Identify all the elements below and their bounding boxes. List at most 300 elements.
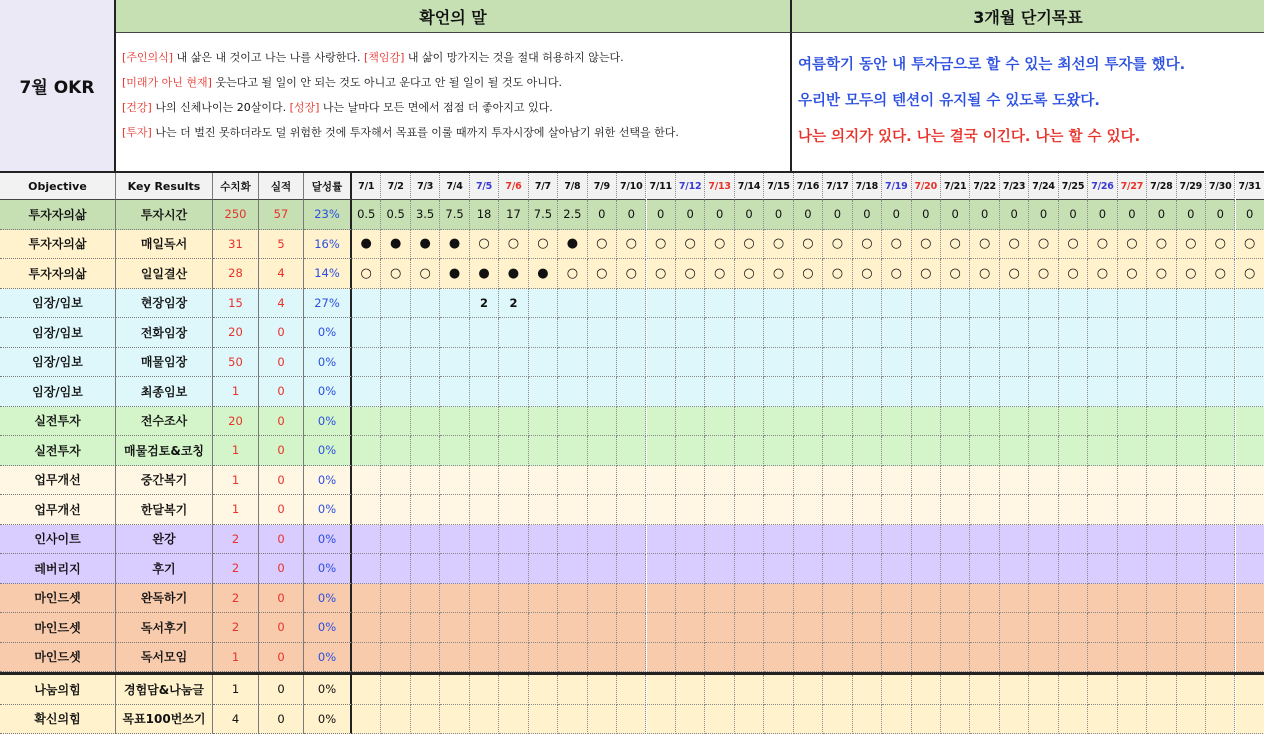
- day-cell[interactable]: [529, 675, 558, 705]
- day-cell[interactable]: [1088, 495, 1117, 525]
- day-cell[interactable]: [352, 525, 381, 555]
- day-cell[interactable]: [588, 377, 617, 407]
- day-cell[interactable]: [853, 495, 882, 525]
- actual-cell[interactable]: 0: [259, 348, 304, 378]
- day-cell[interactable]: ○: [705, 230, 734, 260]
- day-cell[interactable]: [411, 643, 440, 673]
- day-cell[interactable]: [705, 407, 734, 437]
- day-cell[interactable]: ○: [470, 230, 499, 260]
- day-cell[interactable]: [647, 584, 676, 614]
- day-cell[interactable]: [941, 407, 970, 437]
- day-cell[interactable]: [705, 466, 734, 496]
- day-cell[interactable]: [440, 525, 469, 555]
- day-cell[interactable]: [617, 554, 646, 584]
- day-cell[interactable]: [440, 554, 469, 584]
- day-cell[interactable]: [558, 525, 587, 555]
- objective-cell[interactable]: 투자자의삶: [0, 259, 116, 289]
- day-cell[interactable]: [912, 318, 941, 348]
- day-cell[interactable]: 0: [1177, 200, 1206, 230]
- day-cell[interactable]: [882, 436, 911, 466]
- key-result-cell[interactable]: 일일결산: [116, 259, 213, 289]
- day-cell[interactable]: [381, 377, 410, 407]
- day-cell[interactable]: [588, 705, 617, 734]
- day-cell[interactable]: [1118, 436, 1147, 466]
- day-cell[interactable]: [735, 613, 764, 643]
- day-cell[interactable]: [529, 377, 558, 407]
- day-cell[interactable]: [764, 525, 793, 555]
- day-cell[interactable]: [676, 466, 705, 496]
- rate-cell[interactable]: 0%: [304, 525, 352, 555]
- day-cell[interactable]: [411, 466, 440, 496]
- day-cell[interactable]: [705, 436, 734, 466]
- day-cell[interactable]: [705, 643, 734, 673]
- target-cell[interactable]: 250: [213, 200, 259, 230]
- day-cell[interactable]: [1088, 705, 1117, 734]
- day-cell[interactable]: [794, 675, 823, 705]
- day-cell[interactable]: [912, 675, 941, 705]
- day-cell[interactable]: [735, 584, 764, 614]
- day-cell[interactable]: [1059, 466, 1088, 496]
- day-cell[interactable]: ○: [411, 259, 440, 289]
- affirmations-header[interactable]: [116, 0, 792, 33]
- day-cell[interactable]: [1000, 348, 1029, 378]
- day-cell[interactable]: [1177, 675, 1206, 705]
- day-cell[interactable]: [411, 613, 440, 643]
- day-cell[interactable]: [1000, 613, 1029, 643]
- day-cell[interactable]: [499, 377, 528, 407]
- day-cell[interactable]: [882, 348, 911, 378]
- day-cell[interactable]: [470, 675, 499, 705]
- day-cell[interactable]: ○: [1118, 230, 1147, 260]
- day-cell[interactable]: ○: [882, 230, 911, 260]
- target-cell[interactable]: 1: [213, 466, 259, 496]
- day-cell[interactable]: [1088, 466, 1117, 496]
- day-cell[interactable]: ○: [617, 259, 646, 289]
- date-header[interactable]: 7/19: [882, 173, 911, 200]
- day-cell[interactable]: [1118, 348, 1147, 378]
- day-cell[interactable]: [735, 495, 764, 525]
- day-cell[interactable]: [1059, 289, 1088, 319]
- day-cell[interactable]: [970, 554, 999, 584]
- key-result-cell[interactable]: 투자시간: [116, 200, 213, 230]
- date-header[interactable]: 7/1: [352, 173, 381, 200]
- day-cell[interactable]: 0: [1118, 200, 1147, 230]
- day-cell[interactable]: [1059, 675, 1088, 705]
- day-cell[interactable]: [1118, 643, 1147, 673]
- day-cell[interactable]: [647, 705, 676, 734]
- month-title-cell[interactable]: [0, 0, 116, 173]
- day-cell[interactable]: [1059, 613, 1088, 643]
- actual-cell[interactable]: 0: [259, 407, 304, 437]
- day-cell[interactable]: [764, 289, 793, 319]
- day-cell[interactable]: 0: [882, 200, 911, 230]
- day-cell[interactable]: [882, 675, 911, 705]
- day-cell[interactable]: ○: [352, 259, 381, 289]
- target-cell[interactable]: 15: [213, 289, 259, 319]
- objective-cell[interactable]: 마인드셋: [0, 584, 116, 614]
- day-cell[interactable]: 0: [1029, 200, 1058, 230]
- day-cell[interactable]: [558, 377, 587, 407]
- day-cell[interactable]: [735, 675, 764, 705]
- day-cell[interactable]: [676, 705, 705, 734]
- day-cell[interactable]: [411, 436, 440, 466]
- rate-cell[interactable]: 0%: [304, 584, 352, 614]
- day-cell[interactable]: 0: [912, 200, 941, 230]
- day-cell[interactable]: [1147, 705, 1176, 734]
- day-cell[interactable]: [352, 675, 381, 705]
- day-cell[interactable]: [1177, 407, 1206, 437]
- day-cell[interactable]: [794, 584, 823, 614]
- day-cell[interactable]: [352, 318, 381, 348]
- date-header[interactable]: 7/11: [647, 173, 676, 200]
- day-cell[interactable]: [617, 436, 646, 466]
- day-cell[interactable]: [676, 584, 705, 614]
- day-cell[interactable]: [823, 348, 852, 378]
- date-header[interactable]: 7/28: [1147, 173, 1176, 200]
- day-cell[interactable]: ○: [617, 230, 646, 260]
- day-cell[interactable]: [381, 584, 410, 614]
- day-cell[interactable]: [1029, 675, 1058, 705]
- day-cell[interactable]: [794, 466, 823, 496]
- day-cell[interactable]: [470, 613, 499, 643]
- day-cell[interactable]: [794, 495, 823, 525]
- day-cell[interactable]: 2.5: [558, 200, 587, 230]
- day-cell[interactable]: [647, 318, 676, 348]
- day-cell[interactable]: [1147, 466, 1176, 496]
- day-cell[interactable]: [411, 705, 440, 734]
- day-cell[interactable]: [1000, 318, 1029, 348]
- day-cell[interactable]: [558, 318, 587, 348]
- date-header[interactable]: 7/3: [411, 173, 440, 200]
- day-cell[interactable]: [647, 436, 676, 466]
- day-cell[interactable]: [411, 318, 440, 348]
- day-cell[interactable]: ○: [1000, 230, 1029, 260]
- day-cell[interactable]: [853, 675, 882, 705]
- actual-cell[interactable]: 4: [259, 259, 304, 289]
- key-result-cell[interactable]: 전화임장: [116, 318, 213, 348]
- day-cell[interactable]: [647, 407, 676, 437]
- day-cell[interactable]: [1029, 643, 1058, 673]
- day-cell[interactable]: [853, 407, 882, 437]
- rate-cell[interactable]: 0%: [304, 377, 352, 407]
- day-cell[interactable]: [352, 436, 381, 466]
- day-cell[interactable]: 2: [499, 289, 528, 319]
- day-cell[interactable]: ○: [1000, 259, 1029, 289]
- day-cell[interactable]: [381, 466, 410, 496]
- day-cell[interactable]: [558, 407, 587, 437]
- day-cell[interactable]: ●: [440, 259, 469, 289]
- day-cell[interactable]: [411, 348, 440, 378]
- actual-cell[interactable]: 0: [259, 318, 304, 348]
- objective-cell[interactable]: 임장/임보: [0, 377, 116, 407]
- day-cell[interactable]: [853, 289, 882, 319]
- objective-cell[interactable]: 확신의힘: [0, 705, 116, 734]
- day-cell[interactable]: [882, 318, 911, 348]
- day-cell[interactable]: [676, 407, 705, 437]
- target-cell[interactable]: 1: [213, 643, 259, 673]
- day-cell[interactable]: [1236, 495, 1264, 525]
- day-cell[interactable]: [853, 705, 882, 734]
- day-cell[interactable]: [882, 554, 911, 584]
- day-cell[interactable]: [1147, 554, 1176, 584]
- day-cell[interactable]: 0: [647, 200, 676, 230]
- day-cell[interactable]: [558, 495, 587, 525]
- day-cell[interactable]: [470, 318, 499, 348]
- day-cell[interactable]: [440, 377, 469, 407]
- key-result-cell[interactable]: 독서후기: [116, 613, 213, 643]
- day-cell[interactable]: [440, 407, 469, 437]
- day-cell[interactable]: [529, 407, 558, 437]
- day-cell[interactable]: ●: [499, 259, 528, 289]
- key-result-cell[interactable]: 완독하기: [116, 584, 213, 614]
- day-cell[interactable]: [853, 377, 882, 407]
- day-cell[interactable]: [1000, 584, 1029, 614]
- day-cell[interactable]: [352, 407, 381, 437]
- day-cell[interactable]: [676, 643, 705, 673]
- day-cell[interactable]: [558, 675, 587, 705]
- day-cell[interactable]: [882, 613, 911, 643]
- day-cell[interactable]: [676, 289, 705, 319]
- day-cell[interactable]: [912, 613, 941, 643]
- day-cell[interactable]: 0.5: [352, 200, 381, 230]
- day-cell[interactable]: [823, 436, 852, 466]
- day-cell[interactable]: [705, 348, 734, 378]
- day-cell[interactable]: [588, 525, 617, 555]
- day-cell[interactable]: [1147, 584, 1176, 614]
- day-cell[interactable]: ○: [1177, 259, 1206, 289]
- day-cell[interactable]: [1147, 407, 1176, 437]
- day-cell[interactable]: ○: [1059, 230, 1088, 260]
- day-cell[interactable]: [529, 289, 558, 319]
- objective-cell[interactable]: 마인드셋: [0, 613, 116, 643]
- day-cell[interactable]: [617, 377, 646, 407]
- day-cell[interactable]: [941, 466, 970, 496]
- day-cell[interactable]: [381, 348, 410, 378]
- day-cell[interactable]: ●: [529, 259, 558, 289]
- day-cell[interactable]: [440, 348, 469, 378]
- day-cell[interactable]: ○: [705, 259, 734, 289]
- target-cell[interactable]: 2: [213, 584, 259, 614]
- day-cell[interactable]: [470, 436, 499, 466]
- target-cell[interactable]: 2: [213, 613, 259, 643]
- day-cell[interactable]: [764, 495, 793, 525]
- day-cell[interactable]: [499, 705, 528, 734]
- day-cell[interactable]: [970, 643, 999, 673]
- day-cell[interactable]: [352, 554, 381, 584]
- day-cell[interactable]: [647, 675, 676, 705]
- goals-header[interactable]: [792, 0, 1264, 33]
- actual-cell[interactable]: 0: [259, 643, 304, 673]
- day-cell[interactable]: 0: [588, 200, 617, 230]
- day-cell[interactable]: [853, 318, 882, 348]
- date-header[interactable]: 7/17: [823, 173, 852, 200]
- day-cell[interactable]: [499, 675, 528, 705]
- date-header[interactable]: 7/27: [1118, 173, 1147, 200]
- objective-cell[interactable]: 임장/임보: [0, 348, 116, 378]
- day-cell[interactable]: [853, 466, 882, 496]
- day-cell[interactable]: [705, 675, 734, 705]
- objective-cell[interactable]: 업무개선: [0, 495, 116, 525]
- day-cell[interactable]: [470, 495, 499, 525]
- day-cell[interactable]: [529, 436, 558, 466]
- day-cell[interactable]: ○: [1147, 230, 1176, 260]
- day-cell[interactable]: [617, 289, 646, 319]
- day-cell[interactable]: [1000, 705, 1029, 734]
- day-cell[interactable]: [352, 495, 381, 525]
- day-cell[interactable]: [1059, 348, 1088, 378]
- day-cell[interactable]: [823, 318, 852, 348]
- day-cell[interactable]: [882, 407, 911, 437]
- day-cell[interactable]: [588, 289, 617, 319]
- rate-cell[interactable]: 0%: [304, 495, 352, 525]
- day-cell[interactable]: [470, 377, 499, 407]
- day-cell[interactable]: [499, 466, 528, 496]
- day-cell[interactable]: ○: [588, 259, 617, 289]
- day-cell[interactable]: [647, 643, 676, 673]
- day-cell[interactable]: [764, 554, 793, 584]
- day-cell[interactable]: [381, 525, 410, 555]
- actual-cell[interactable]: 0: [259, 554, 304, 584]
- day-cell[interactable]: 0: [676, 200, 705, 230]
- day-cell[interactable]: [941, 675, 970, 705]
- date-header[interactable]: 7/2: [381, 173, 410, 200]
- day-cell[interactable]: 3.5: [411, 200, 440, 230]
- date-header[interactable]: 7/15: [764, 173, 793, 200]
- rate-cell[interactable]: 16%: [304, 230, 352, 260]
- day-cell[interactable]: [1118, 318, 1147, 348]
- day-cell[interactable]: 0: [1236, 200, 1264, 230]
- day-cell[interactable]: ○: [764, 230, 793, 260]
- day-cell[interactable]: ○: [529, 230, 558, 260]
- day-cell[interactable]: [558, 436, 587, 466]
- day-cell[interactable]: [735, 643, 764, 673]
- day-cell[interactable]: [617, 495, 646, 525]
- date-header[interactable]: 7/25: [1059, 173, 1088, 200]
- objective-cell[interactable]: 인사이트: [0, 525, 116, 555]
- target-cell[interactable]: 31: [213, 230, 259, 260]
- day-cell[interactable]: [647, 466, 676, 496]
- day-cell[interactable]: ○: [1206, 259, 1235, 289]
- day-cell[interactable]: [499, 407, 528, 437]
- day-cell[interactable]: [1236, 525, 1264, 555]
- day-cell[interactable]: 0: [1059, 200, 1088, 230]
- day-cell[interactable]: [676, 554, 705, 584]
- day-cell[interactable]: ○: [499, 230, 528, 260]
- day-cell[interactable]: [1236, 613, 1264, 643]
- day-cell[interactable]: [1147, 377, 1176, 407]
- day-cell[interactable]: [705, 377, 734, 407]
- day-cell[interactable]: [1236, 407, 1264, 437]
- day-cell[interactable]: ●: [440, 230, 469, 260]
- day-cell[interactable]: [1206, 613, 1235, 643]
- day-cell[interactable]: [1059, 584, 1088, 614]
- day-cell[interactable]: 0: [1000, 200, 1029, 230]
- day-cell[interactable]: ○: [647, 259, 676, 289]
- day-cell[interactable]: [1177, 377, 1206, 407]
- day-cell[interactable]: ○: [970, 230, 999, 260]
- day-cell[interactable]: 7.5: [440, 200, 469, 230]
- day-cell[interactable]: [588, 643, 617, 673]
- day-cell[interactable]: 18: [470, 200, 499, 230]
- day-cell[interactable]: [470, 643, 499, 673]
- day-cell[interactable]: [411, 554, 440, 584]
- day-cell[interactable]: ○: [1088, 230, 1117, 260]
- day-cell[interactable]: [705, 584, 734, 614]
- day-cell[interactable]: [1236, 584, 1264, 614]
- day-cell[interactable]: [1206, 643, 1235, 673]
- day-cell[interactable]: ●: [411, 230, 440, 260]
- day-cell[interactable]: [823, 377, 852, 407]
- day-cell[interactable]: [794, 436, 823, 466]
- key-result-cell[interactable]: 후기: [116, 554, 213, 584]
- actual-cell[interactable]: 57: [259, 200, 304, 230]
- day-cell[interactable]: [705, 525, 734, 555]
- day-cell[interactable]: [735, 554, 764, 584]
- rate-cell[interactable]: 0%: [304, 436, 352, 466]
- date-header[interactable]: 7/16: [794, 173, 823, 200]
- day-cell[interactable]: ○: [1088, 259, 1117, 289]
- day-cell[interactable]: ○: [1059, 259, 1088, 289]
- day-cell[interactable]: ○: [1206, 230, 1235, 260]
- day-cell[interactable]: [764, 318, 793, 348]
- date-header[interactable]: 7/30: [1206, 173, 1235, 200]
- day-cell[interactable]: [676, 318, 705, 348]
- date-header[interactable]: 7/18: [853, 173, 882, 200]
- day-cell[interactable]: [912, 348, 941, 378]
- target-cell[interactable]: 2: [213, 525, 259, 555]
- day-cell[interactable]: [558, 584, 587, 614]
- day-cell[interactable]: [941, 554, 970, 584]
- day-cell[interactable]: [1118, 584, 1147, 614]
- day-cell[interactable]: [882, 377, 911, 407]
- day-cell[interactable]: [794, 348, 823, 378]
- day-cell[interactable]: [588, 407, 617, 437]
- day-cell[interactable]: [676, 675, 705, 705]
- day-cell[interactable]: [1118, 377, 1147, 407]
- day-cell[interactable]: [1206, 289, 1235, 319]
- day-cell[interactable]: [352, 348, 381, 378]
- day-cell[interactable]: ○: [676, 230, 705, 260]
- day-cell[interactable]: [499, 613, 528, 643]
- day-cell[interactable]: [647, 495, 676, 525]
- key-result-cell[interactable]: 최종임보: [116, 377, 213, 407]
- day-cell[interactable]: [1147, 643, 1176, 673]
- day-cell[interactable]: [470, 705, 499, 734]
- day-cell[interactable]: [1088, 525, 1117, 555]
- day-cell[interactable]: [1236, 348, 1264, 378]
- day-cell[interactable]: [558, 613, 587, 643]
- day-cell[interactable]: [764, 613, 793, 643]
- day-cell[interactable]: [1206, 407, 1235, 437]
- day-cell[interactable]: [676, 348, 705, 378]
- actual-cell[interactable]: 0: [259, 525, 304, 555]
- day-cell[interactable]: [794, 525, 823, 555]
- day-cell[interactable]: [1000, 643, 1029, 673]
- date-header[interactable]: 7/31: [1236, 173, 1264, 200]
- rate-cell[interactable]: 0%: [304, 675, 352, 705]
- day-cell[interactable]: ○: [912, 230, 941, 260]
- day-cell[interactable]: [912, 525, 941, 555]
- day-cell[interactable]: ●: [381, 230, 410, 260]
- day-cell[interactable]: ○: [647, 230, 676, 260]
- day-cell[interactable]: [529, 705, 558, 734]
- day-cell[interactable]: [1177, 466, 1206, 496]
- day-cell[interactable]: [823, 495, 852, 525]
- day-cell[interactable]: [823, 525, 852, 555]
- day-cell[interactable]: [381, 436, 410, 466]
- day-cell[interactable]: ○: [941, 230, 970, 260]
- day-cell[interactable]: [1088, 436, 1117, 466]
